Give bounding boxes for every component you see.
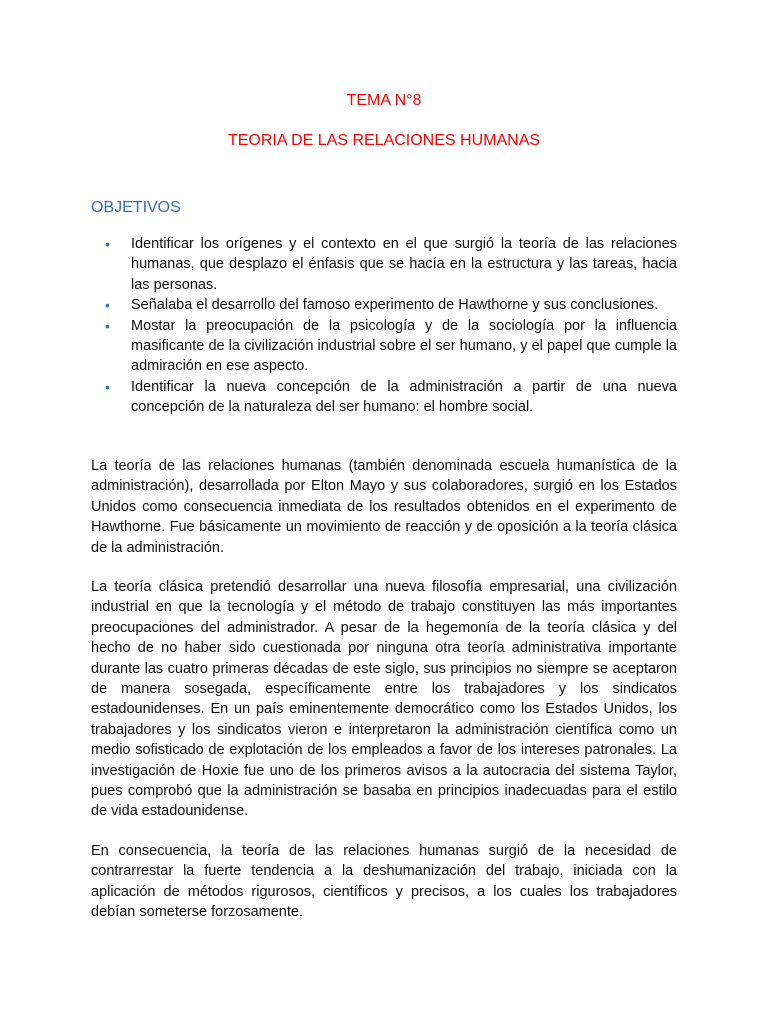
body-paragraph-consequence: En consecuencia, la teoría de las relaciones humanas surgió de la necesidad de contrarrestar la fuerte tendencia a la deshumanización del trabajo, iniciada con la aplicación de métodos rigurosos, científicos y precisos, a los cuales los trabajadores debían someterse forzosamente. — [91, 843, 677, 921]
body-paragraph-classical-theory: La teoría clásica pretendió desarrollar una nueva filosofía empresarial, una civilización industrial en que la tecnología y el método de trabajo constituyen las más importantes preocupaciones del administrador. A pesar de la hegemonía de la teoría clásica y del hecho de no haber sido cuestionada por ninguna otra teoría administrativa importante durante las cuatro primeras décadas de este siglo, sus principios no siempre se aceptaron de manera sosegada, específicamente entre los trabajadores y los sindicatos estadounidenses. En un país eminentemente democrático como los Estados Unidos, los trabajadores y los sindicatos vieron e interpretaron la administración científica como un medio sofisticado de explotación de los empleados a favor de los intereses patronales. La investigación de Hoxie fue uno de los primeros avisos a la autocracia del sistema Taylor, pues comprobó que la administración se basaba en principios inadecuadas para el estilo de vida estadounidense. — [91, 579, 677, 820]
objective-item — [91, 295, 677, 315]
bullet-icon: • — [105, 236, 110, 252]
bullet-icon: • — [105, 378, 110, 395]
objectives-heading: OBJETIVOS — [91, 199, 181, 216]
body-paragraph-intro: La teoría de las relaciones humanas (también denominada escuela humanística de la administración), desarrollada por Elton Mayo y sus colaboradores, surgió en los Estados Unidos como consecuencia inmediata de los resultados obtenidos en el experimento de Hawthorne. Fue básicamente un movimiento de reacción y de oposición a la teoría clásica de la administración. — [91, 458, 677, 556]
objective-text: Señalaba el desarrollo del famoso experimento de Hawthorne y sus conclusiones. — [131, 297, 659, 314]
bullet-icon: • — [105, 297, 110, 314]
objective-item — [91, 377, 677, 418]
objective-item — [91, 234, 677, 295]
document-title: TEORIA DE LAS RELACIONES HUMANAS — [227, 132, 541, 149]
objective-text: Mostar la preocupación de la psicología y de la sociología por la influencia masificante de la civilización industrial sobre el ser humano, y el papel que cumple la admiración en ese aspecto. — [131, 317, 677, 375]
document-title-number: TEMA N°8 — [346, 92, 422, 109]
objective-text: Identificar la nueva concepción de la administración a partir de una nueva concepción de la naturaleza del ser humano: el hombre social. — [131, 378, 677, 416]
bullet-icon: • — [105, 317, 110, 334]
objective-text: Identificar los orígenes y el contexto en el que surgió la teoría de las relaciones humanas, que desplazo el énfasis que se hacía en la estructura y las tareas, hacia las personas. — [131, 236, 677, 293]
objective-item — [91, 316, 677, 377]
objectives-list — [91, 234, 677, 418]
